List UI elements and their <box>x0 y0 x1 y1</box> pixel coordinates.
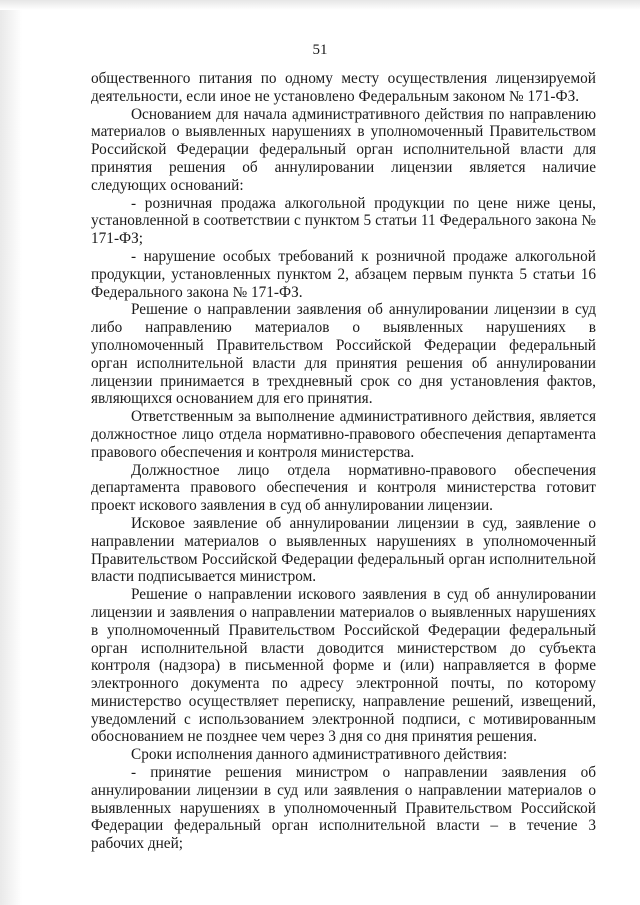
paragraph-10: Сроки исполнения данного административного действия: <box>131 746 508 764</box>
paragraph-6: Ответственным за выполнение административного действия, является должностное лицо отдела нормативно-правового обеспечения департамента правового обеспечения и контроля министерства. <box>91 408 596 461</box>
paragraph-8: Исковое заявление об аннулировании лицензии в суд, заявление о направлении материалов о выявленных нарушениях в уполномоченный Правительством Российской Федерации федеральный орган исполнительной власти подписывается министром. <box>91 514 596 586</box>
paragraph-4: - нарушение особых требований к розничной продаже алкогольной продукции, установленных пунктом 2, абзацем первым пункта 5 статьи 16 Федерального закона № 171-ФЗ. <box>91 247 596 301</box>
paragraph-7: Должностное лицо отдела нормативно-правового обеспечения департамента правового обеспечения и контроля министерства готовит проект искового заявления в суд об аннулировании лицензии. <box>91 461 596 515</box>
paragraph-11: - принятие решения министром о направлении заявления об аннулировании лицензии в суд или заявления о направлении материалов о выявленных нарушениях в уполномоченный Правительством Российской Федерации федеральный орган исполнительной власти – в течение 3 рабочих дней; <box>91 764 596 853</box>
paragraph-3: - розничная продажа алкогольной продукции по цене ниже цены, установленной в соответствии с пунктом 5 статьи 11 Федерального закона № 171-ФЗ; <box>91 194 596 248</box>
scan-shadow-left <box>0 0 22 905</box>
document-body <box>91 70 596 853</box>
paragraph-2: Основанием для начала административного действия по направлению материалов о выявленных нарушениях в уполномоченный Правительством Российской Федерации федеральный орган исполнительной власти для принятия решения об аннулировании лицензии является наличие следующих оснований: <box>91 105 596 194</box>
paragraph-1: общественного питания по одному месту осуществления лицензируемой деятельности, если иное не установлено Федеральным законом № 171-ФЗ. <box>91 70 596 105</box>
page-number: 51 <box>312 42 328 58</box>
paragraph-5: Решение о направлении заявления об аннулировании лицензии в суд либо направлению материалов о выявленных нарушениях в уполномоченный Правительством Российской Федерации федеральный орган исполнительной власти для принятия решения об аннулировании лицензии принимается в трехдневный срок со дня установления фактов, являющихся основанием для его принятия. <box>91 301 596 408</box>
paragraph-9: Решение о направлении искового заявления в суд об аннулировании лицензии и заявления о направлении материалов о выявленных нарушениях в уполномоченный Правительством Российской Федерации федеральный орган исполнительной власти доводится министерством до субъекта контроля (надзора) в письменной форме и (или) направляется в форме электронного документа по адресу электронной почты, по которому министерство осуществляет переписку, направление решений, извещений, уведомлений с использованием электронной подписи, с мотивированным обоснованием не позднее чем через 3 дня со дня принятия решения. <box>91 586 596 746</box>
scan-shadow-top <box>0 0 640 10</box>
